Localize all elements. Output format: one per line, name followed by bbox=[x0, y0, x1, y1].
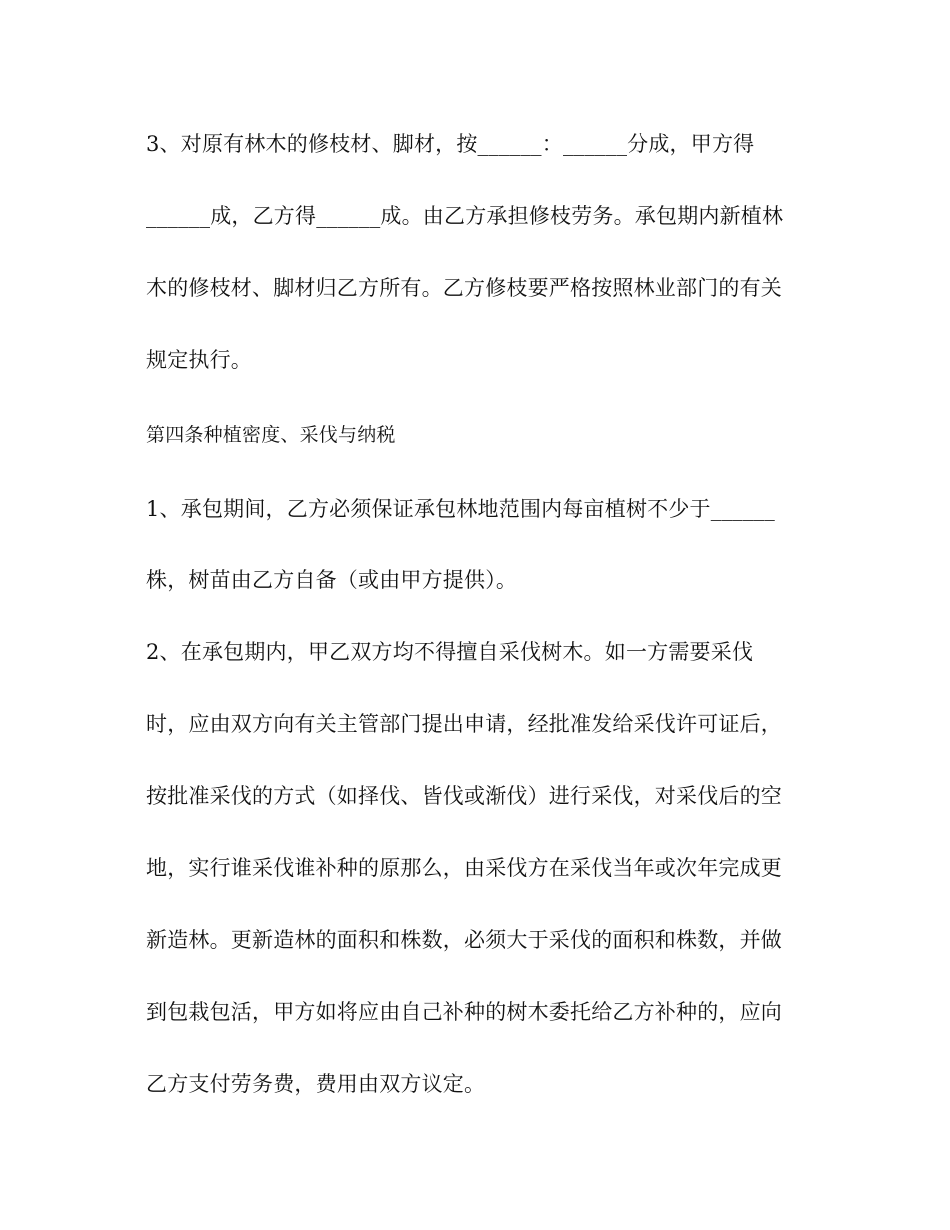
paragraph-2-line-5: 新造林。更新造林的面积和株数，必须大于采伐的面积和株数，并做 bbox=[146, 928, 782, 952]
paragraph-3-line-2: ______成，乙方得______成。由乙方承担修枝劳务。承包期内新植林 bbox=[146, 204, 784, 228]
paragraph-2-line-3: 按批准采伐的方式（如择伐、皆伐或渐伐）进行采伐，对采伐后的空 bbox=[146, 784, 782, 808]
section-heading-article-4: 第四条种植密度、采伐与纳税 bbox=[146, 424, 396, 446]
paragraph-2-line-1: 2、在承包期内，甲乙双方均不得擅自采伐树木。如一方需要采伐 bbox=[146, 640, 754, 664]
paragraph-3-line-1: 3、对原有林木的修枝材、脚材，按______：______分成，甲方得 bbox=[146, 132, 755, 156]
paragraph-3-line-3: 木的修枝材、脚材归乙方所有。乙方修枝要严格按照林业部门的有关 bbox=[146, 276, 782, 300]
paragraph-2-line-4: 地，实行谁采伐谁补种的原那么，由采伐方在采伐当年或次年完成更 bbox=[146, 856, 782, 880]
paragraph-2-line-7: 乙方支付劳务费，费用由双方议定。 bbox=[146, 1072, 486, 1096]
paragraph-1-line-2: 株，树苗由乙方自备（或由甲方提供）。 bbox=[146, 568, 518, 592]
paragraph-1-line-1: 1、承包期间，乙方必须保证承包林地范围内每亩植树不少于______ bbox=[146, 497, 775, 521]
paragraph-2-line-6: 到包栽包活，甲方如将应由自己补种的树木委托给乙方补种的，应向 bbox=[146, 1000, 782, 1024]
paragraph-3-line-4: 规定执行。 bbox=[146, 348, 252, 372]
paragraph-2-line-2: 时，应由双方向有关主管部门提出申请，经批准发给采伐许可证后， bbox=[146, 712, 782, 736]
